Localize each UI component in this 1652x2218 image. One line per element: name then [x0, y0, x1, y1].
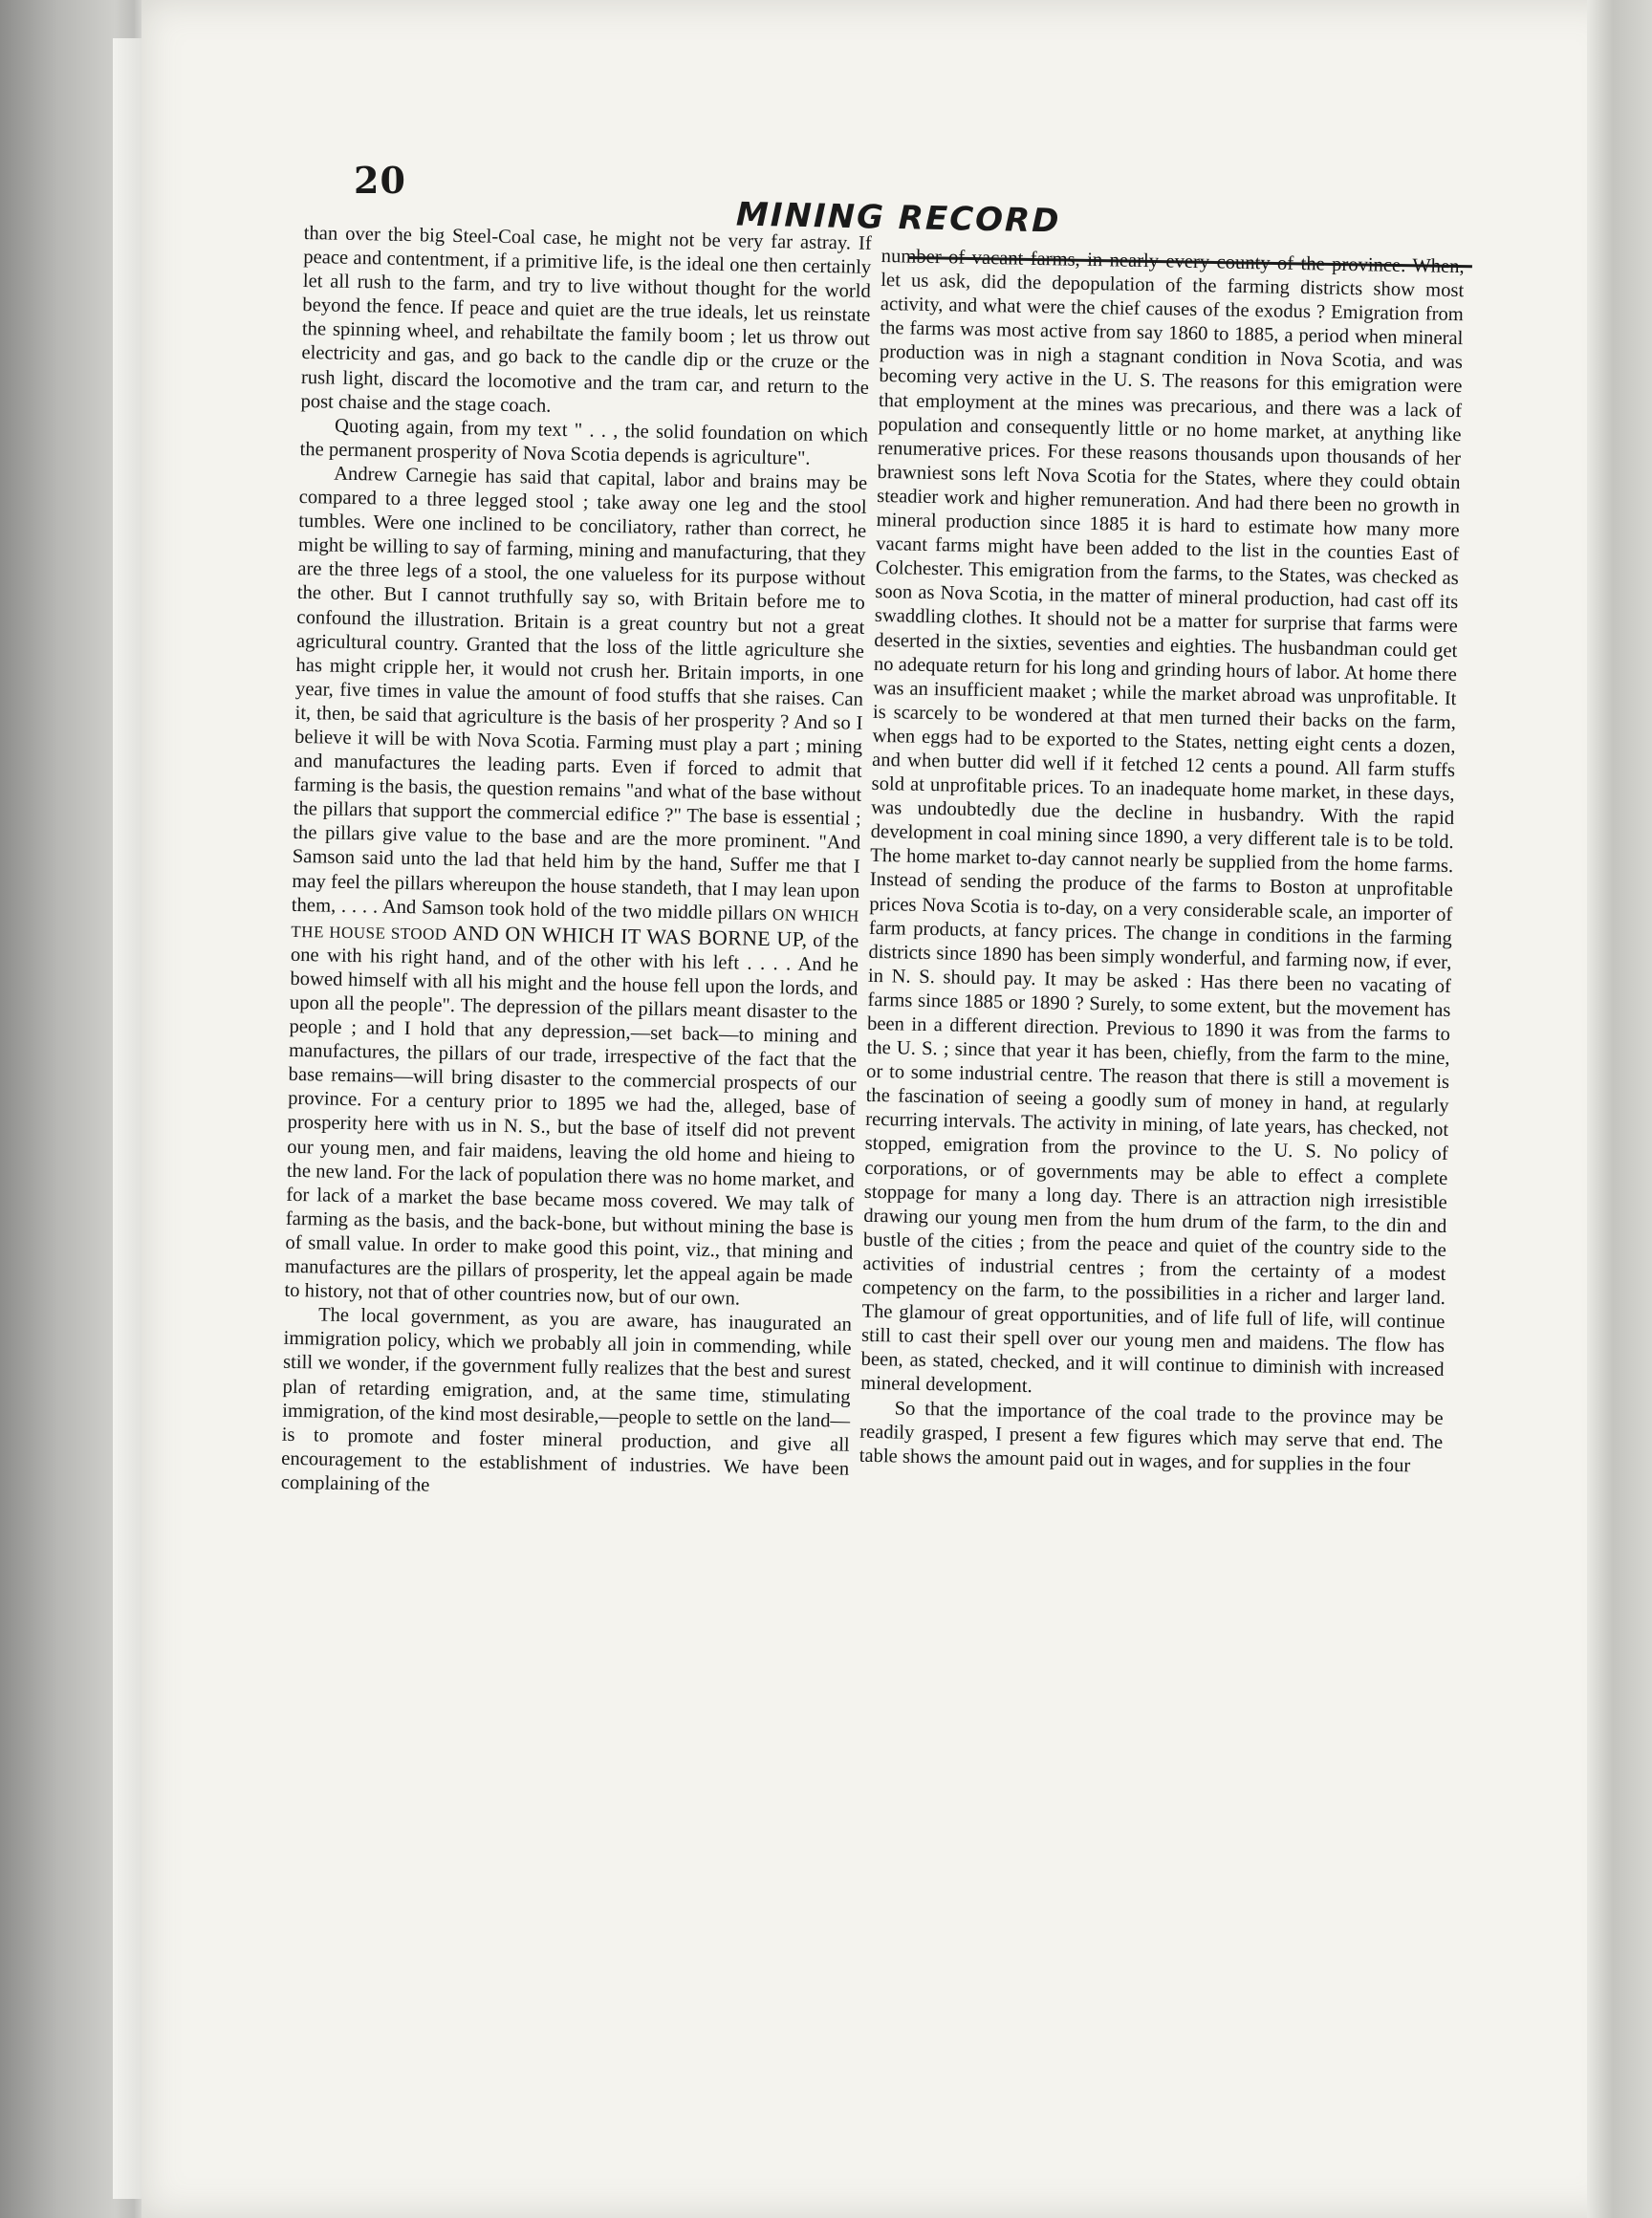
left-paragraph-3-text: Andrew Carnegie has said that capital, labor and brains may be compared to a three legged stool ; take away one leg and the stool tumbles. Were one inclined to be conciliatory, rather than correct, he might be willing to say of farming, mining and manufacturing, that they are the three legs of a stool, the one valueless for its purpose without the other. But I cannot truthfully say so, with Britain before me to confound the illustration. Britain is a great country but not a great agricultural country. Granted that the loss of the little agriculture she has might cripple her, it would not crush her. Britain imports, in one year, five times in value the amount of food stuffs that she raises. Can it, then, be said that agriculture is the basis of her prosperity ? And so I believe it will be with Nova Scotia. Farming must play a part ; mining and manufactures the leading parts. Even if forced to admit that farming is the basis, the question remains "and what of the base without the pillars that support the commercial edifice ?" The base is essential ; the pillars give value to the base and are the more prominent. "And Samson said unto the lad that held him by the hand, Suffer me that I may feel the pillars whereupon the house standeth, that I may lean upon them, . . . . And Samson took hold of the two middle pillars: [291, 463, 868, 924]
right-paragraph-2: So that the importance of the coal trade to the province may be readily grasped, I present a few figures which may serve that end. The table shows the amount paid out in wages, and for supplies in the four: [859, 1397, 1444, 1477]
left-paragraph-3-end: of the one with his right hand, and of the other with his left . . . . And he bowed himself with all his might and the house fell upon the lords, and upon all the people". The depression of the pillars meant disaster to the people ; and I hold that any depression,—set back—to mining and manufactures, the pillars of our trade, irrespective of the fact that the base remains—will bring disaster to the commercial prospects of our province. For a century prior to 1895 we had the, alleged, base of prosperity here with us in N. S., but the base of itself did not prevent our young men, and fair maidens, leaving the old home and hieing to the new land. For the lack of population there was no home market, and for lack of a market the base became moss covered. We may talk of farming as the basis, and the back-bone, but without mining the base is of small value. In order to make good this point, viz., that mining and manufactures are the pillars of prosperity, let the appeal again be made to history, not that of other countries now, but of our own.: [284, 929, 859, 1310]
left-paragraph-3: [284, 462, 867, 1314]
large-caps-phrase: AND ON WHICH IT WAS BORNE UP,: [452, 920, 808, 951]
left-column: [281, 222, 872, 1506]
left-paragraph-1: than over the big Steel-Coal case, he might not be very far astray. If peace and contentment, if a primitive life, is the ideal one then certainly let all rush to the farm, and try to live without thought for the world beyond the fence. If peace and quiet are the true ideals, let us reinstate the spinning wheel, and rehabiltate the family boom ; let us throw out electricity and gas, and go back to the candle dip or the cruze or the rush light, discard the locomotive and the tram car, and return to the post chaise and the stage coach.: [300, 222, 872, 417]
right-paragraph-1: number of vacant farms, in nearly every county of the province. When, let us ask, did the depopulation of the farming districts show most activity, and what were the chief causes of the exodus ? Emigration from the farms was most active from say 1860 to 1885, a period when mineral production was in nigh a stagnant condition in Nova Scotia, and was becoming very active in the U. S. The reasons for this emigration were that employment at the mines was precarious, and there was a lack of population and consequently little or no home market, at anything like renumerative prices. For these reasons thousands upon thousands of her brawniest sons left Nova Scotia for the States, where they could obtain steadier work and higher remuneration. And had there been no growth in mineral production since 1885 it is hard to estimate how many more vacant farms might have been added to the list in the counties East of Colchester. This emigration from the farms, to the States, was checked as soon as Nova Scotia, in the matter of mineral production, had cast off its swaddling clothes. It should not be a matter for surprise that farms were deserted in the sixties, seventies and eighties. The husbandman could get no adequate return for his long and grinding hours of labor. At home there was an insufficient maaket ; while the market abroad was unprofitable. It is scarcely to be wondered at that men turned their backs on the farm, when eggs had to be exported to the States, netting eight cents a dozen, and when butter did well if it fetched 12 cents a pound. All farm stuffs sold at unprofitable prices. To an inadequate home market, in these days, was undoubtedly due the decline in husbandry. With the rapid development in coal mining since 1890, a very different tale is to be told. The home market to-day cannot nearly be supplied from the home farms. Instead of sending the produce of the farms to Boston at unprofitable prices Nova Scotia is to-day, on a very considerable scale, an importer of farm products, at fancy prices. The change in conditions in the farming districts since 1890 has been simply wonderful, and farming now, if ever, in N. S. should pay. It may be asked : Has there been no vacating of farms since 1885 or 1890 ? Surely, to some extent, but the movement has been in a different direction. Previous to 1890 it was from the farms to the U. S. ; since that year it has been, chiefly, from the farm to the mine, or to some industrial centre. The reason that there is still a movement is the fascination of seeing a goodly sum of money in hand, at regularly recurring intervals. The activity in mining, of late years, has checked, not stopped, emigration from the province to the U. S. No policy of corporations, or of governments may be able to effect a complete stoppage for many a long day. There is an attraction nigh irresistible drawing our young men from the hum drum of the farm, to the din and bustle of the cities ; from the peace and quiet of the country side to the activities of industrial centres ; from the certainty of a modest competency on the farm, to the possibilities in a richer and larger land. The glamour of great opportunities, and of life full of life, will continue still to cast their spell over our young men and maidens. The flow has been, as stated, checked, and it will continue to diminish with increased mineral development.: [859, 245, 1465, 1398]
left-paragraph-4: The local government, as you are aware, has inaugurated an immigration policy, which we probably all join in commending, while still we wonder, if the government fully realizes that the best and surest plan of retarding emigration, and, at the same time, stimulating immigration, of the kind most desirable,—people to settle on the land—is to promote and foster mineral production, and give all encouragement to the establishment of industries. We have been complaining of the: [280, 1304, 853, 1496]
small-caps-phrase: ON WHICH THE HOUSE STOOD: [291, 904, 859, 944]
page-number: 20: [354, 159, 406, 202]
page-binding-shadow: [1587, 0, 1652, 2218]
left-paragraph-2: Quoting again, from my text " . . , the solid foundation on which the permanent prosperity of Nova Scotia depends is agriculture".: [299, 415, 869, 469]
right-column: [859, 245, 1465, 1479]
page-header: [354, 153, 1463, 241]
running-title: MINING RECORD: [735, 195, 1061, 241]
